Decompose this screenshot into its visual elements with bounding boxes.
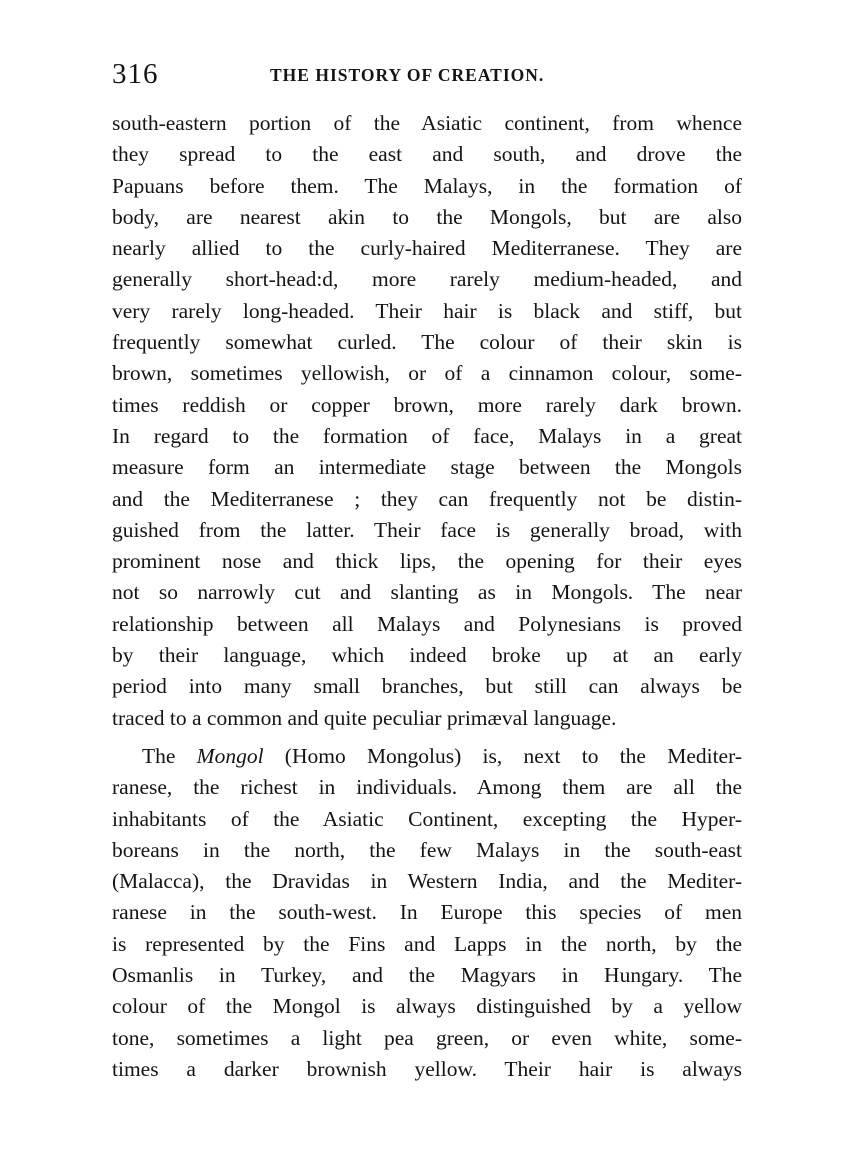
text-line: not so narrowly cut and slanting as in Mongols. The near [112,580,742,605]
text-line: tone, sometimes a light pea green, or even white, some- [112,1025,742,1050]
text-line: very rarely long-headed. Their hair is black and stiff, but [112,298,742,323]
text-line-first [112,741,742,772]
text-run: (Homo Mongolus) is, next to the Mediter- [263,743,742,768]
text-line: is represented by the Fins and Lapps in the north, by the [112,931,742,956]
paragraph-gap [112,734,742,741]
text-line: and the Mediterranese ; they can frequently not be distin- [112,486,742,511]
text-line: boreans in the north, the few Malays in the south-east [112,837,742,862]
text-line: colour of the Mongol is always distinguished by a yellow [112,994,742,1019]
text-line: In regard to the formation of face, Malays in a great [112,423,742,448]
running-title: THE HISTORY OF CREATION. [270,65,545,85]
text-line: prominent nose and thick lips, the opening for their eyes [112,549,742,574]
paragraph-malays [112,108,742,734]
text-line: (Malacca), the Dravidas in Western India, and the Mediter- [112,869,742,894]
text-line: brown, sometimes yellowish, or of a cinnamon colour, some- [112,361,742,386]
text-line: frequently somewhat curled. The colour of their skin is [112,330,742,355]
text-line: guished from the latter. Their face is generally broad, with [112,517,742,542]
text-line: relationship between all Malays and Polynesians is proved [112,611,742,636]
text-line: by their language, which indeed broke up at an early [112,643,742,668]
text-line: body, are nearest akin to the Mongols, but are also [112,204,742,229]
text-line: ranese in the south-west. In Europe this species of men [112,900,742,925]
text-line: measure form an intermediate stage between the Mongols [112,455,742,480]
text-line: period into many small branches, but still can always be [112,674,742,699]
text-line: inhabitants of the Asiatic Continent, excepting the Hyper- [112,806,742,831]
text-line: south-eastern portion of the Asiatic continent, from whence [112,111,742,135]
text-line: traced to a common and quite peculiar primæval language. [112,705,617,730]
text-line: they spread to the east and south, and drove the [112,142,742,167]
text-line: ranese, the richest in individuals. Among them are all the [112,775,742,800]
page-header [112,58,742,92]
page-number: 316 [112,58,159,90]
text-line: times a darker brownish yellow. Their hair is always [112,1056,742,1081]
text-line: nearly allied to the curly-haired Mediterranese. They are [112,236,742,261]
body-text [112,108,742,1085]
text-line: Papuans before them. The Malays, in the formation of [112,173,742,198]
paragraph-mongol [112,741,742,1085]
text-line: Osmanlis in Turkey, and the Magyars in Hungary. The [112,963,742,988]
text-run: The [142,743,197,768]
text-line: generally short-head:d, more rarely medium-headed, and [112,267,742,292]
text-line: times reddish or copper brown, more rarely dark brown. [112,392,742,417]
italic-term: Mongol [196,743,264,768]
